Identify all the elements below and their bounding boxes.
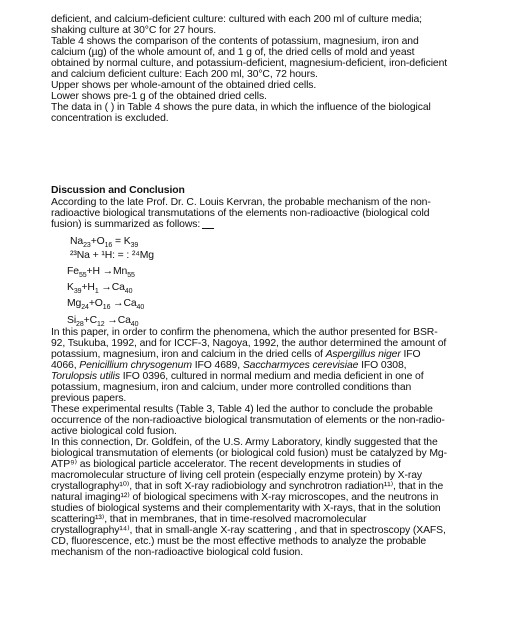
equation: $Si_{28}+C_{12} \to Ca_{40}$ xyxy=(67,315,139,329)
mass-number: 39 xyxy=(73,288,82,296)
text-line: previous papers. xyxy=(51,393,127,404)
text-line: ATP⁹⁾ as biological particle accelerator. The recent developments in studies of xyxy=(51,459,401,470)
mass-number: 12 xyxy=(97,321,105,329)
element-symbol: C xyxy=(89,315,98,326)
text-line: CD, fluorescence, etc.) must be the most effective methods to analyze the probable xyxy=(51,536,427,547)
element-symbol: O xyxy=(94,298,103,309)
mass-number: 39 xyxy=(130,242,139,250)
mass-number: 55 xyxy=(78,272,87,280)
equation: $Mg_{24}+O_{16} \to Ca_{40}$ xyxy=(67,298,145,312)
text-line: active biological cold fusion. xyxy=(51,426,177,437)
text-line: Torulopsis utilis IFO 0396, cultured in normal medium and media deficient in one of xyxy=(51,371,424,382)
element-symbol: Ca xyxy=(123,298,137,309)
text-line: shaking culture at 30°C for 27 hours. xyxy=(51,25,217,36)
text-line: scattering¹³⁾, that in membranes, that in time-resolved macromolecular xyxy=(51,514,367,525)
species-name: Torulopsis utilis xyxy=(51,371,120,382)
element-symbol: O xyxy=(96,236,105,247)
text-line: Upper shows per whole-amount of the obtained dried cells. xyxy=(51,80,317,91)
text-line: studies of biological systems and their complementarity with X-rays, that in the solution xyxy=(51,503,441,514)
text-line: crystallography¹⁴⁾, that in small-angle X-ray scattering , and that in spectroscopy (XAFS, xyxy=(51,525,446,536)
blank-underline xyxy=(202,228,214,229)
mass-number: 28 xyxy=(76,321,84,329)
equation: ²³Na + ¹H: = : ²⁴Mg xyxy=(70,250,154,261)
species-name: Penicillium chrysogenum xyxy=(79,360,192,371)
element-symbol: K xyxy=(123,236,131,247)
text-line: natural imaging¹²⁾ of biological specimens with X-ray microscopes, and the neutrons in xyxy=(51,492,439,503)
mass-number: 40 xyxy=(136,304,145,312)
text-line: 4066, Penicillium chrysogenum IFO 4689, Saccharmyces cerevisiae IFO 0308, xyxy=(51,360,407,371)
section-heading: Discussion and Conclusion xyxy=(51,185,185,196)
text-line: fusion) is summarized as follows: xyxy=(51,219,201,230)
element-symbol: H xyxy=(87,282,95,293)
text-line: occurrence of the non-radioactive biological transmutation of elements or the non-radio- xyxy=(51,415,445,426)
text-line: obtained by normal culture, and potassium-deficient, magnesium-deficient, iron-deficient xyxy=(51,58,448,69)
element-symbol: Si xyxy=(67,315,77,326)
mass-number: 23 xyxy=(83,242,91,250)
text-line: 92, Tsukuba, 1992, and for ICCF-3, Nagoya, 1992, the author determined the amount of xyxy=(51,338,447,349)
text-line: The data in ( ) in Table 4 shows the pure data, in which the influence of the biological xyxy=(51,102,431,113)
text-line: biological transmutation of elements (or biological cold fusion) must be catalyzed by Mg- xyxy=(51,448,447,459)
element-symbol: Fe xyxy=(67,266,79,277)
mass-number: 55 xyxy=(127,272,135,280)
text-line: mechanism of the non-radioactive biological cold fusion. xyxy=(51,547,304,558)
element-symbol: Mg xyxy=(67,298,82,309)
text-line: These experimental results (Table 3, Table 4) led the author to conclude the probable xyxy=(51,404,433,415)
text-line: radioactive biological transmutations of the elements non-radioactive (biological cold xyxy=(51,208,430,219)
species-name: Saccharmyces cerevisiae xyxy=(242,360,359,371)
element-symbol: Mn xyxy=(112,266,128,277)
mass-number: 1 xyxy=(94,288,99,296)
text-line: and calcium deficient culture: Each 200 ml, 30°C, 72 hours. xyxy=(51,69,318,80)
text-line: deficient, and calcium-deficient culture: cultured with each 200 ml of culture media; xyxy=(51,14,422,25)
element-symbol: Ca xyxy=(117,315,131,326)
text-line: According to the late Prof. Dr. C. Louis Kervran, the probable mechanism of the non- xyxy=(51,197,431,208)
element-symbol: K xyxy=(67,282,74,293)
mass-number: 16 xyxy=(104,242,113,250)
text-line: Lower shows pre-1 g of the obtained dried cells. xyxy=(51,91,267,102)
text-line: In this connection, Dr. Goldfein, of the U.S. Army Laboratory, kindly suggested that the xyxy=(51,437,438,448)
element-symbol: Na xyxy=(70,236,84,247)
text-line: calcium (µg) of the whole amount of, and 1 g of, the dried cells of mold and yeast xyxy=(51,47,415,58)
equation: $Na_{23}+O_{16} = K_{39}$ xyxy=(70,236,139,250)
text-line: concentration is excluded. xyxy=(51,113,169,124)
mass-number: 16 xyxy=(102,304,111,312)
mass-number: 24 xyxy=(81,304,89,312)
text-line: potassium, magnesium, iron and calcium in the dried cells of Aspergillus niger IFO xyxy=(51,349,421,360)
text-line: crystallography¹⁰⁾, that in soft X-ray radiobiology and synchrotron radiation¹¹⁾, that in the xyxy=(51,481,444,492)
text-line: potassium, magnesium, iron and calcium, under more controlled conditions than xyxy=(51,382,412,393)
mass-number: 40 xyxy=(130,321,139,329)
equation: $K_{39}+H_1 \to Ca_{40}$ xyxy=(67,282,133,296)
element-symbol: H xyxy=(92,266,100,277)
element-symbol: Ca xyxy=(111,282,125,293)
species-name: Aspergillus niger xyxy=(325,349,401,360)
text-line: Table 4 shows the comparison of the contents of potassium, magnesium, iron and xyxy=(51,36,419,47)
equation: $Fe_{55}+H \to Mn_{55}$ xyxy=(67,266,135,280)
mass-number: 40 xyxy=(124,288,133,296)
text-line: macromolecular structure of living cell protein (especially enzyme protein) by X-ray xyxy=(51,470,423,481)
text-line: In this paper, in order to confirm the phenomena, which the author presented for BSR- xyxy=(51,327,438,338)
